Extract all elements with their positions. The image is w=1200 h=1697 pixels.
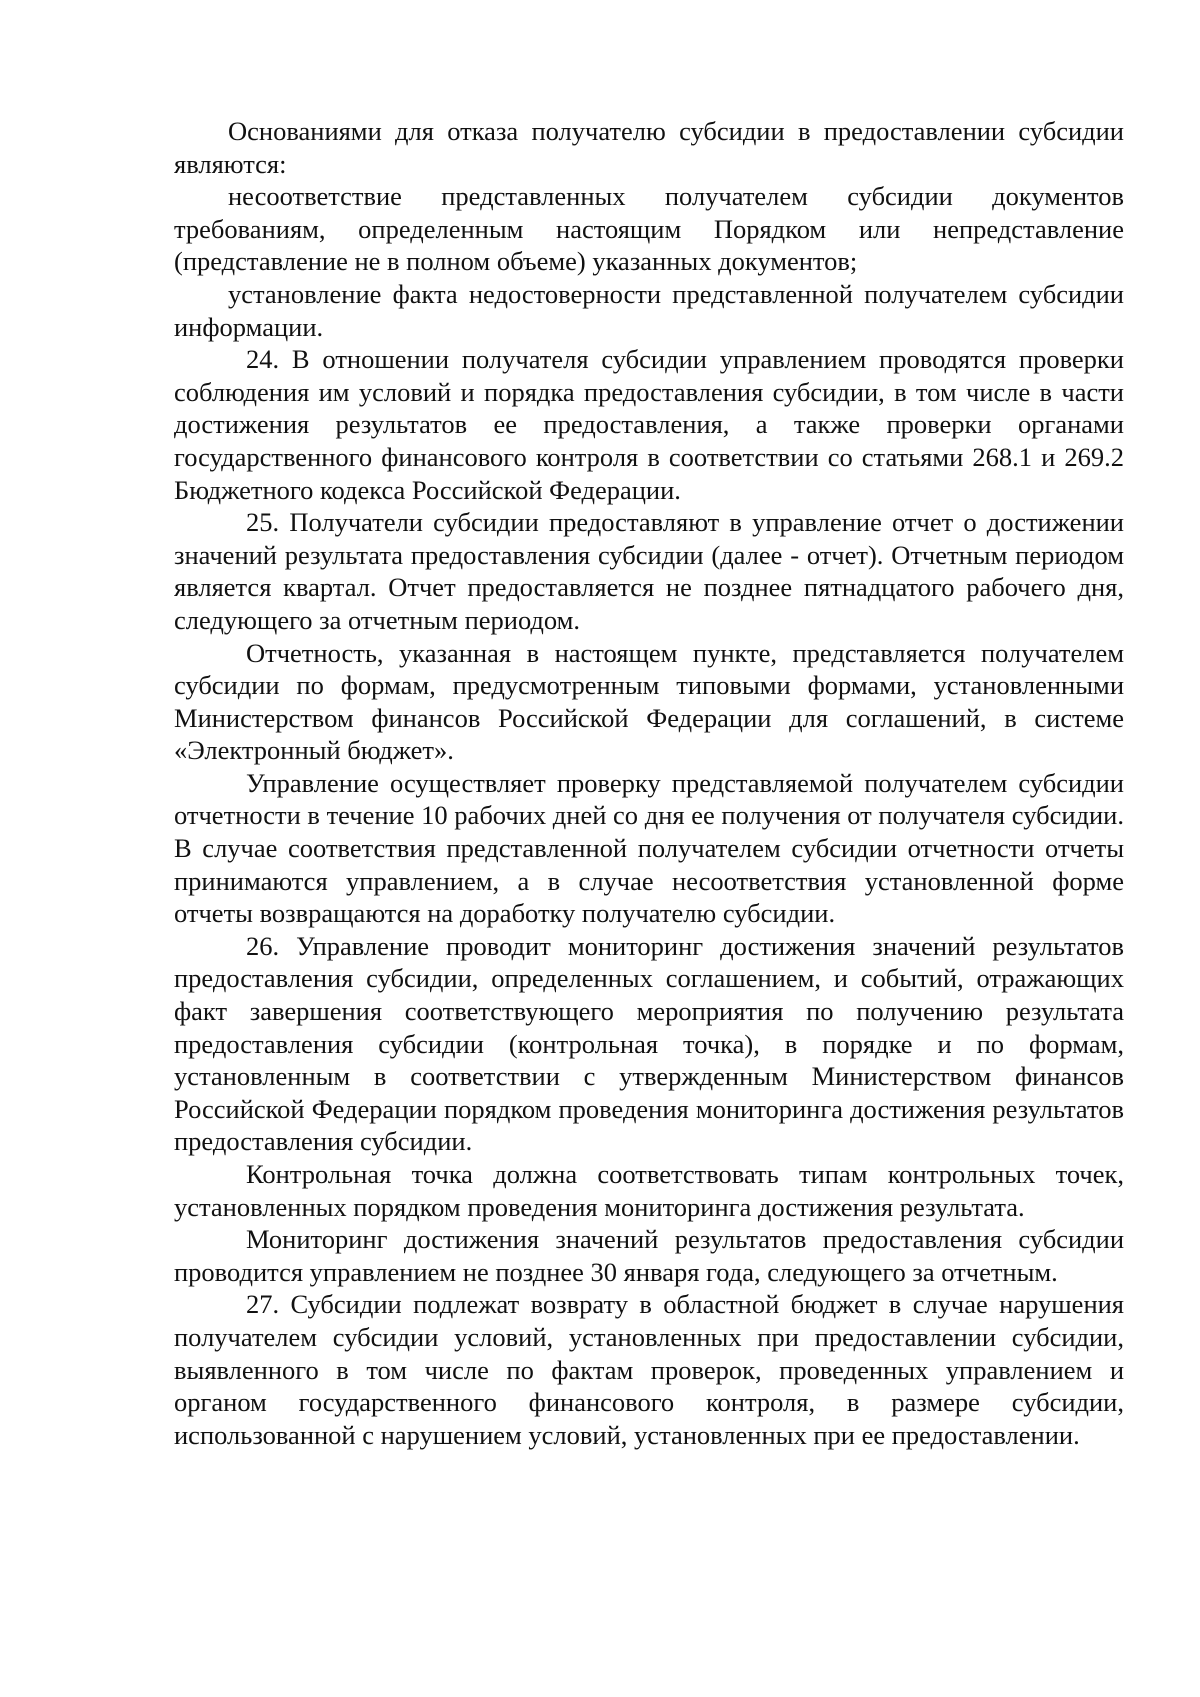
paragraph-item-24: 24. В отношении получателя субсидии управлением проводятся проверки соблюдения им условий и порядка предоставления субсидии, в том числе в части достижения результатов ее предоставления, а также проверки органами государственного финансового контроля в соответствии со статьями 268.1 и 269.2 Бюджетного кодекса Российской Федерации. [174, 344, 1124, 505]
paragraph-item-27: 27. Субсидии подлежат возврату в областной бюджет в случае нарушения получателем субсидии условий, установленных при предоставлении субсидии, выявленного в том числе по фактам проверок, проведенных управлением и органом государственного финансового контроля, в размере субсидии, использованной с нарушением условий, установленных при ее предоставлении. [174, 1289, 1124, 1450]
paragraph-control-point: Контрольная точка должна соответствовать типам контрольных точек, установленных порядком проведения мониторинга достижения результата. [174, 1159, 1124, 1222]
document-page [174, 115, 1124, 1451]
paragraph-item-26: 26. Управление проводит мониторинг достижения значений результатов предоставления субсидии, определенных соглашением, и событий, отражающих факт завершения соответствующего мероприятия по получению результата предоставления субсидии (контрольная точка), в порядке и по формам, установленным в соответствии с утвержденным Министерством финансов Российской Федерации порядком проведения мониторинга достижения результатов предоставления субсидии. [174, 930, 1124, 1157]
paragraph-monitoring-deadline: Мониторинг достижения значений результатов предоставления субсидии проводится управлением не позднее 30 января года, следующего за отчетным. [174, 1224, 1124, 1287]
paragraph-refusal-grounds: Основаниями для отказа получателю субсидии в предоставлении субсидии являются: [174, 116, 1124, 179]
paragraph-reporting-forms: Отчетность, указанная в настоящем пункте, представляется получателем субсидии по формам, предусмотренным типовыми формами, установленными Министерством финансов Российской Федерации для соглашений, в системе «Электронный бюджет». [174, 637, 1124, 766]
paragraph-false-information: установление факта недостоверности представленной получателем субсидии информации. [174, 278, 1124, 342]
paragraph-document-mismatch: несоответствие представленных получателем субсидии документов требованиям, определенным настоящим Порядком или непредставление (представление не в полном объеме) указанных документов; [174, 181, 1124, 277]
paragraph-item-25: 25. Получатели субсидии предоставляют в управление отчет о достижении значений результата предоставления субсидии (далее - отчет). Отчетным периодом является квартал. Отчет предоставляется не позднее пятнадцатого рабочего дня, следующего за отчетным периодом. [174, 507, 1124, 635]
paragraph-report-check: Управление осуществляет проверку представляемой получателем субсидии отчетности в течение 10 рабочих дней со дня ее получения от получателя субсидии. В случае соответствия представленной получателем субсидии отчетности отчеты принимаются управлением, а в случае несоответствия установленной форме отчеты возвращаются на доработку получателю субсидии. [174, 767, 1124, 929]
